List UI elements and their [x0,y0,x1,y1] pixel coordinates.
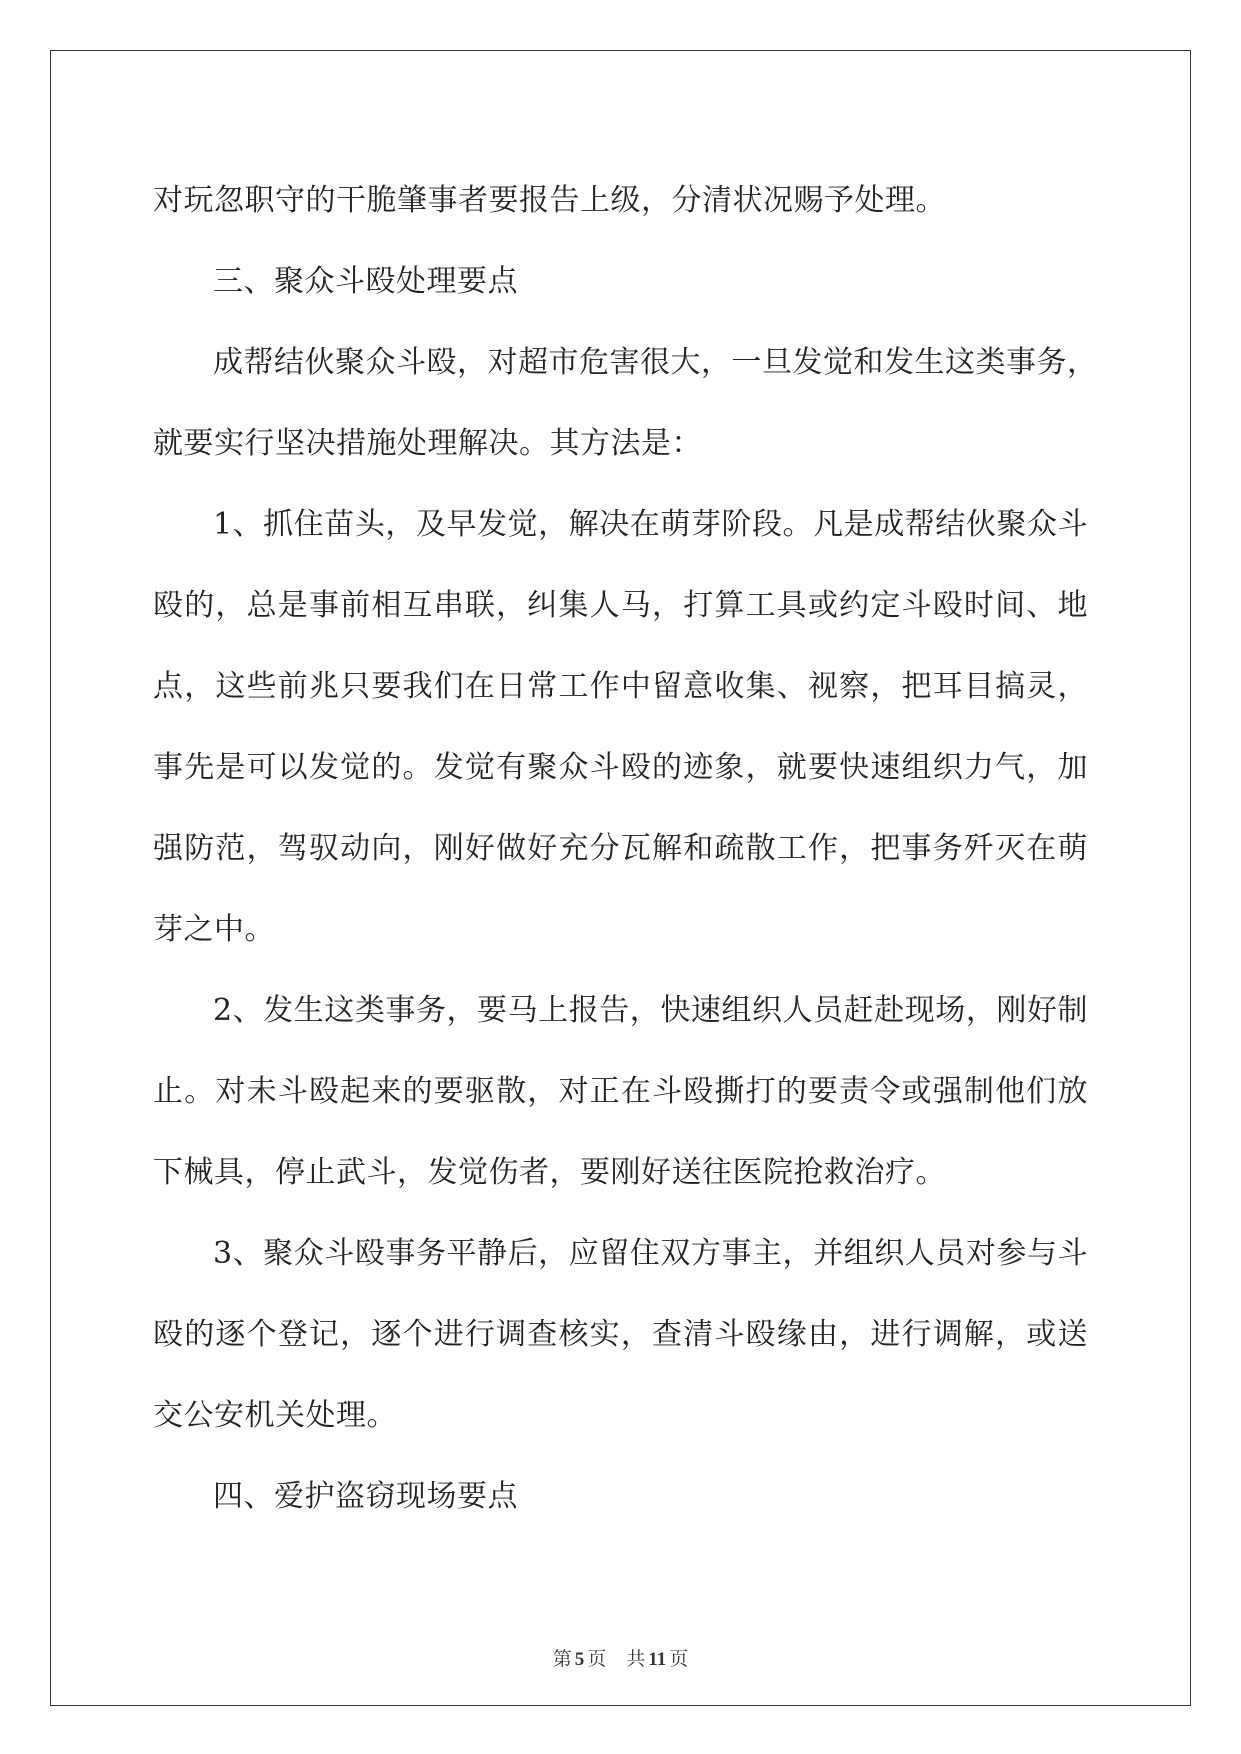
document-body [153,160,1098,1537]
paragraph-line: 殴的逐个登记，逐个进行调查核实，查清斗殴缘由，进行调解，或送 [153,1317,1088,1352]
section-heading: 四、爱护盗窃现场要点 [213,1479,518,1514]
total-pages: 11 [648,1649,667,1670]
page-unit: 页 [587,1649,607,1670]
paragraph-line: 事先是可以发觉的。发觉有聚众斗殴的迹象，就要快速组织力气，加 [153,750,1088,785]
section-heading: 三、聚众斗殴处理要点 [213,264,518,299]
paragraph-line: 对玩忽职守的干脆肇事者要报告上级，分清状况赐予处理。 [153,183,946,218]
paragraph-line: 芽之中。 [153,912,275,947]
paragraph-line: 就要实行坚决措施处理解决。其方法是： [153,426,702,461]
paragraph-line: 成帮结伙聚众斗殴，对超市危害很大，一旦发觉和发生这类事务， [213,345,1098,380]
paragraph-line: 下械具，停止武斗，发觉伤者，要刚好送往医院抢救治疗。 [153,1155,946,1190]
paragraph-line: 2、发生这类事务，要马上报告，快速组织人员赶赴现场，刚好制 [213,993,1088,1028]
paragraph-line: 殴的，总是事前相互串联，纠集人马，打算工具或约定斗殴时间、地 [153,588,1088,623]
paragraph-line: 交公安机关处理。 [153,1398,397,1433]
page-prefix: 第 [552,1649,572,1670]
paragraph-line: 止。对未斗殴起来的要驱散，对正在斗殴撕打的要责令或强制他们放 [153,1074,1088,1109]
paragraph-line: 1、抓住苗头，及早发觉，解决在萌芽阶段。凡是成帮结伙聚众斗 [213,507,1088,542]
paragraph-line: 强防范，驾驭动向，刚好做好充分瓦解和疏散工作，把事务歼灭在萌 [153,831,1088,866]
paragraph-line: 3、聚众斗殴事务平静后，应留住双方事主，并组织人员对参与斗 [213,1236,1088,1271]
total-unit: 页 [669,1649,689,1670]
paragraph-line: 点，这些前兆只要我们在日常工作中留意收集、视察，把耳目搞灵， [153,669,1088,704]
page-footer [0,1644,1241,1671]
page-number: 5 [574,1649,585,1670]
total-prefix: 共 [626,1649,646,1670]
